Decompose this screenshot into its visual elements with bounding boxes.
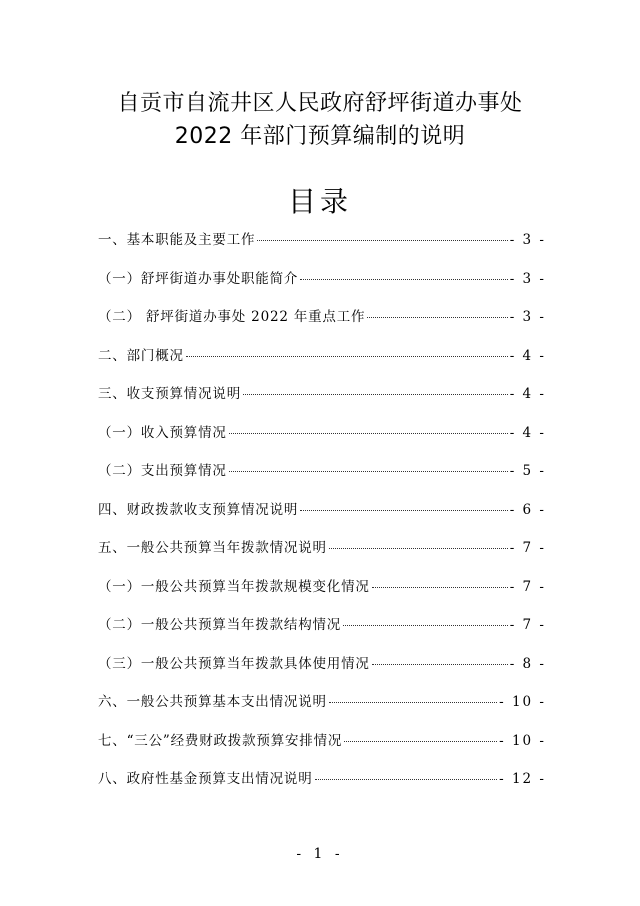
toc-entry[interactable]	[98, 267, 546, 291]
toc-entry[interactable]	[98, 498, 546, 522]
toc-entry-page: - 10 -	[499, 732, 546, 749]
toc-entry-title: （一）收入预算情况	[98, 424, 227, 441]
toc-entry-title: （二）支出预算情况	[98, 463, 227, 479]
toc-entry-title: 六、一般公共预算基本支出情况说明	[98, 694, 327, 710]
toc-heading: 目录	[287, 185, 352, 218]
toc-entry-page: - 4 -	[509, 386, 546, 402]
toc-leader-dots	[300, 279, 508, 280]
toc-entry-title: 七、“三公”经费财政拨款预算安排情况	[98, 732, 343, 749]
toc-entry-page: - 3 -	[509, 232, 546, 248]
toc-entry[interactable]	[98, 305, 546, 329]
toc-leader-dots	[329, 702, 497, 703]
page-number: - 1 -	[296, 846, 344, 862]
toc-entry-page: - 7 -	[509, 617, 546, 633]
toc-entry[interactable]	[98, 421, 546, 445]
toc-leader-dots	[329, 548, 508, 549]
toc-entry-page: - 7 -	[509, 578, 546, 595]
toc-entry[interactable]	[98, 729, 546, 753]
document-title-line-2: 2022 年部门预算编制的说明	[174, 124, 466, 149]
toc-entry-page: - 4 -	[509, 424, 546, 441]
toc-entry-title: （二） 舒坪街道办事处 2022 年重点工作	[98, 309, 366, 325]
toc-leader-dots	[243, 394, 508, 395]
toc-entry-title: 五、一般公共预算当年拨款情况说明	[98, 540, 327, 556]
toc-leader-dots	[315, 779, 498, 780]
toc-leader-dots	[257, 240, 507, 241]
toc-entry[interactable]	[98, 459, 546, 483]
toc-entry-title: 二、部门概况	[98, 347, 184, 364]
toc-leader-dots	[372, 587, 508, 588]
toc-entry-title: （一）舒坪街道办事处职能简介	[98, 270, 299, 287]
toc-leader-dots	[186, 356, 508, 357]
toc-entry[interactable]	[98, 613, 546, 637]
toc-entry-title: 四、财政拨款收支预算情况说明	[98, 501, 299, 518]
toc-entry-title: 一、基本职能及主要工作	[98, 232, 256, 248]
toc-entry-title: 八、政府性基金预算支出情况说明	[98, 771, 313, 787]
toc-leader-dots	[300, 510, 508, 511]
toc-entry-page: - 6 -	[509, 501, 546, 518]
toc-entry-title: （三）一般公共预算当年拨款具体使用情况	[98, 655, 370, 672]
toc-entry[interactable]	[98, 767, 546, 791]
toc-entry[interactable]	[98, 690, 546, 714]
toc-entry[interactable]	[98, 382, 546, 406]
toc-entry-page: - 5 -	[509, 463, 546, 479]
toc-entry-page: - 4 -	[509, 347, 546, 364]
toc-leader-dots	[229, 471, 508, 472]
toc-entry-page: - 3 -	[509, 270, 546, 287]
toc-entry-title: 三、收支预算情况说明	[98, 386, 241, 402]
toc-leader-dots	[344, 741, 497, 742]
toc-entry-page: - 8 -	[509, 655, 546, 672]
toc-entry[interactable]	[98, 575, 546, 599]
toc-leader-dots	[372, 664, 508, 665]
toc-leader-dots	[367, 317, 507, 318]
toc-entry-title: （一）一般公共预算当年拨款规模变化情况	[98, 578, 370, 595]
toc-entry[interactable]	[98, 536, 546, 560]
toc-leader-dots	[343, 625, 508, 626]
toc-entry-page: - 7 -	[509, 540, 546, 556]
toc-leader-dots	[229, 433, 508, 434]
toc-entry[interactable]	[98, 652, 546, 676]
document-title-line-1: 自贡市自流井区人民政府舒坪街道办事处	[117, 91, 523, 116]
toc-entry-page: - 10 -	[499, 694, 546, 710]
toc-entry-title: （二）一般公共预算当年拨款结构情况	[98, 617, 342, 633]
toc-entry-page: - 12 -	[499, 771, 546, 787]
toc-entry[interactable]	[98, 228, 546, 252]
toc-entry-page: - 3 -	[509, 309, 546, 325]
toc-entry[interactable]	[98, 344, 546, 368]
